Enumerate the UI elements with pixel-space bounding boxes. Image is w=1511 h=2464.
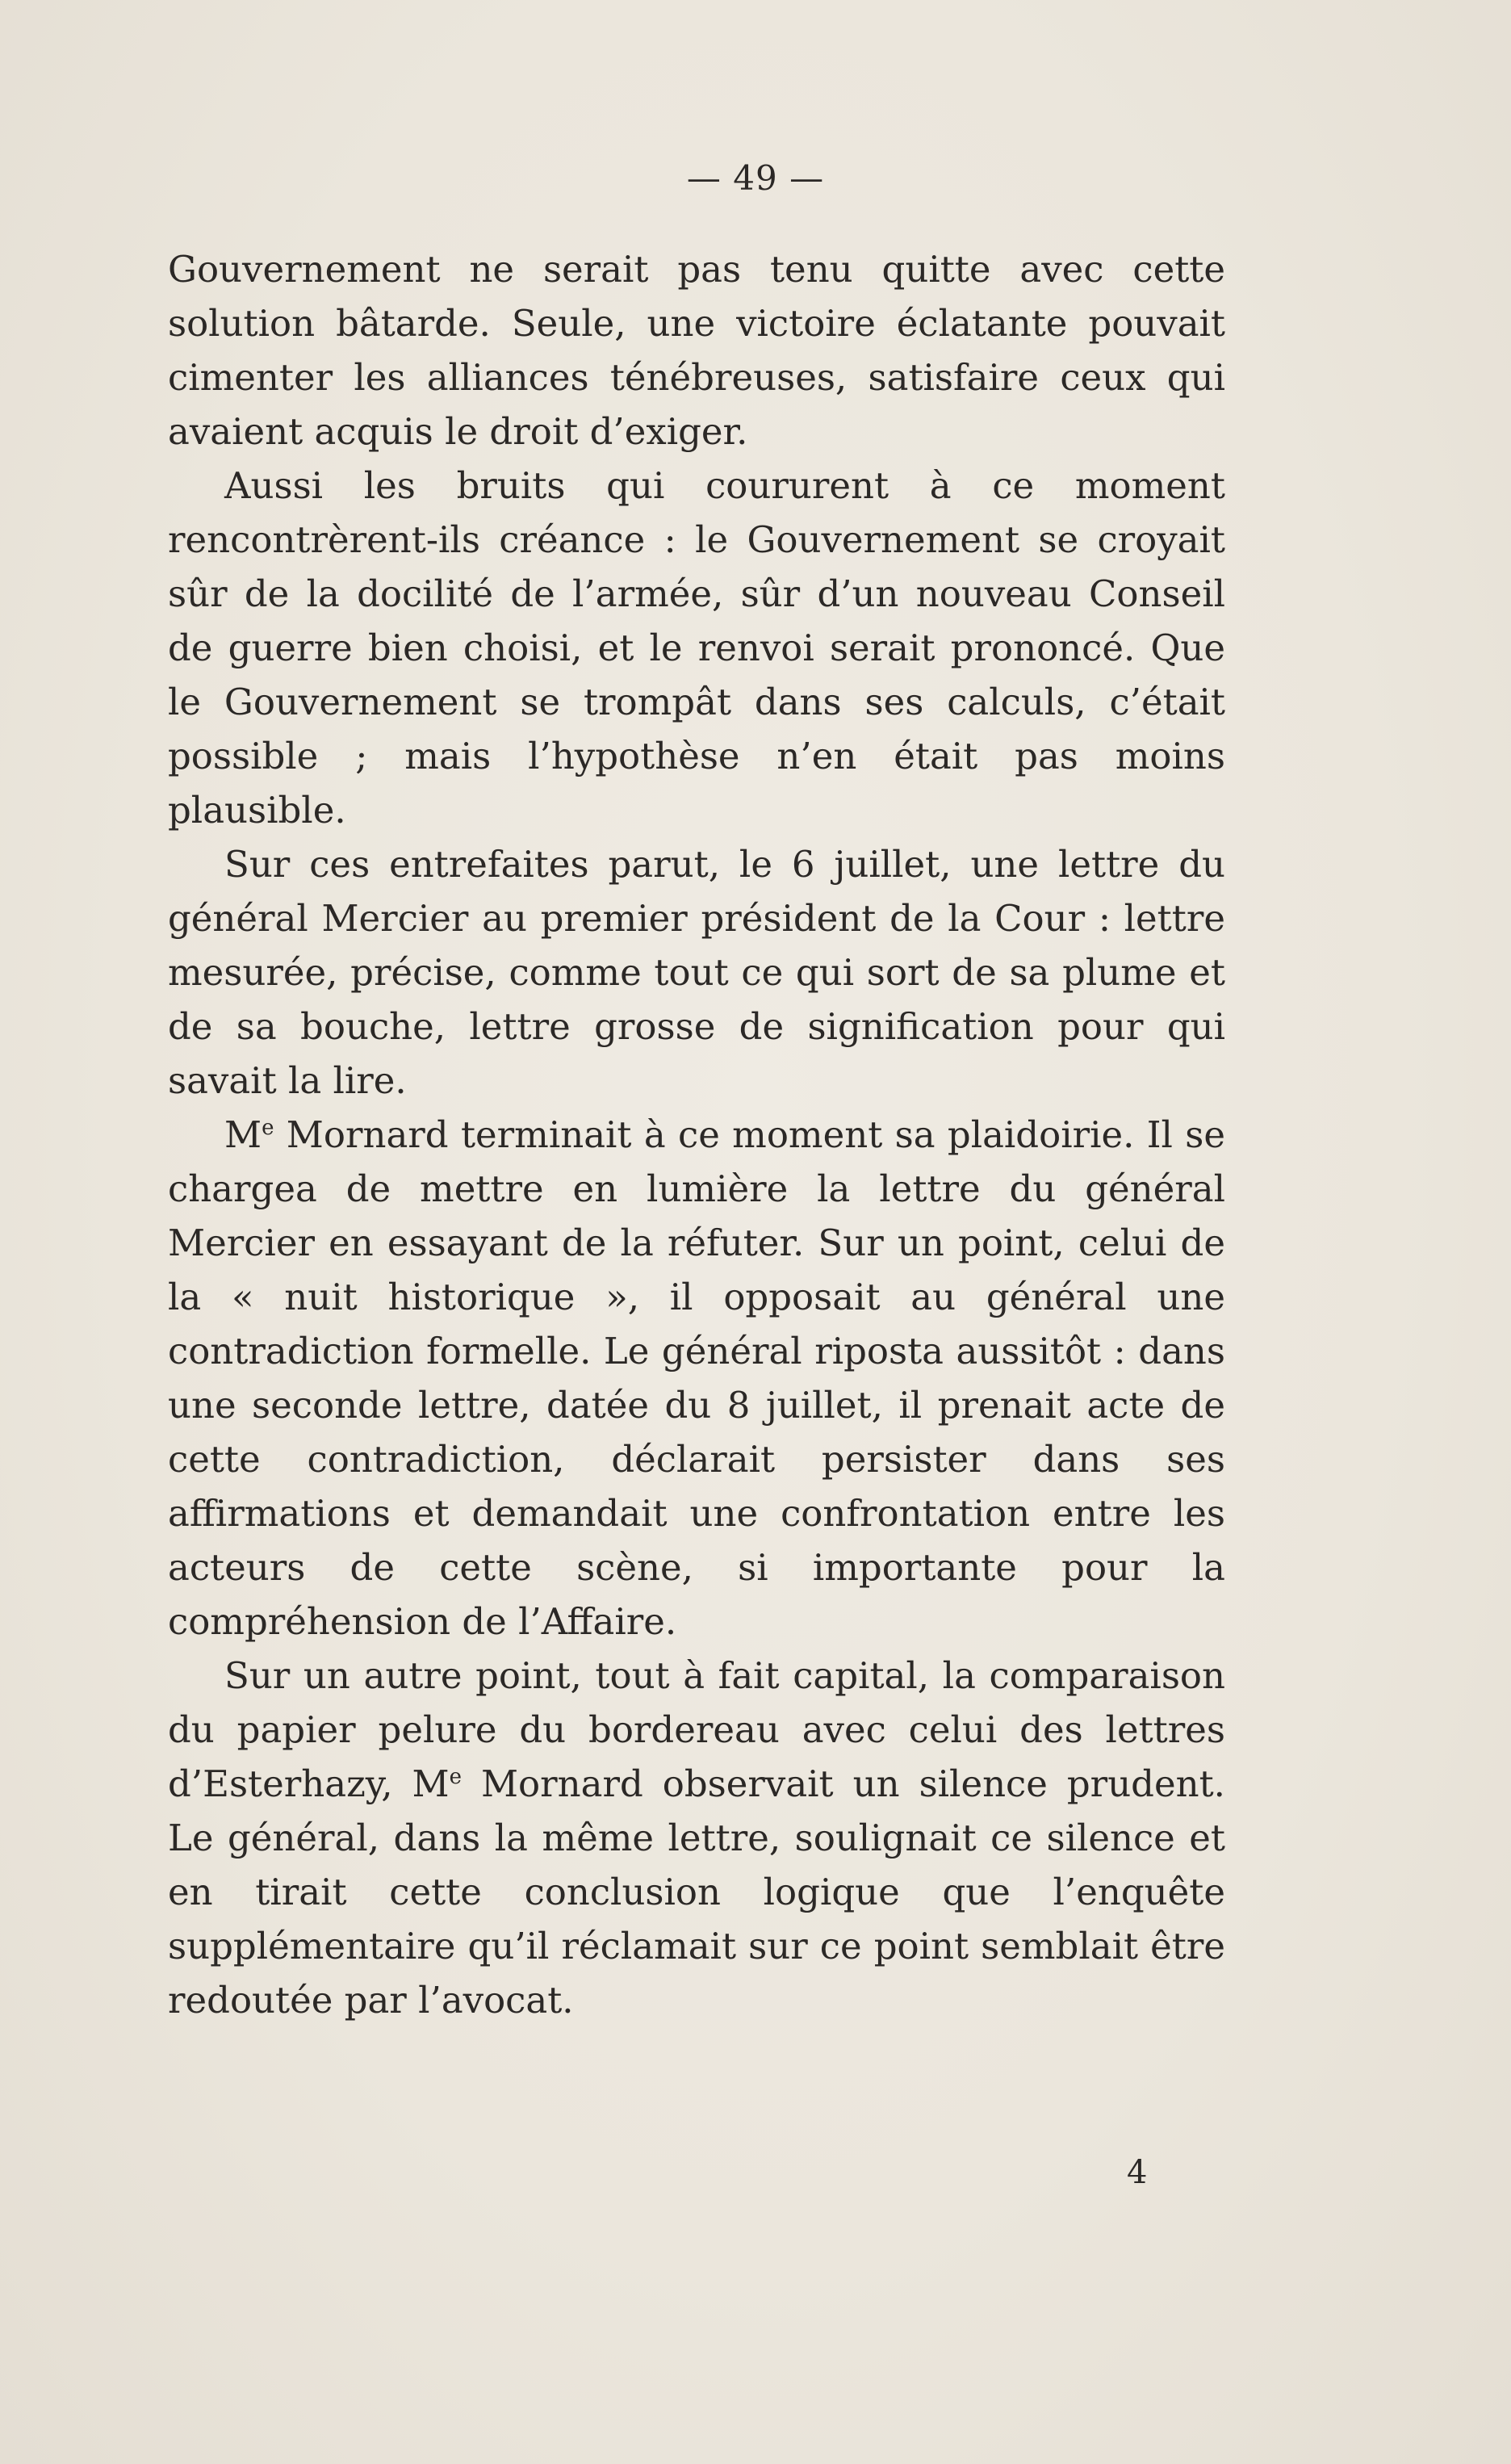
paragraph-text: Sur ces entrefaites parut, le 6 juillet, une lettre du général Mercier au premier président de la Cour : lettre mesurée, précise, comme tout ce qui sort de sa plume et de sa bouche, lettre grosse de signification pour qui savait la lire.: [168, 843, 1225, 1102]
paragraph-text: Gouvernement ne serait pas tenu quitte avec cette solution bâtarde. Seule, une victoire éclatante pouvait cimenter les alliances ténébreuses, satisfaire ceux qui avaient acquis le droit d’exiger.: [168, 248, 1225, 453]
paragraph-text: Sur un autre point, tout à fait capital, la comparaison du papier pelure du bordereau avec celui des lettres d’Esterhazy, M: [168, 1654, 1225, 1805]
paragraph-text: Aussi les bruits qui coururent à ce moment rencontrèrent-ils créance : le Gouvernement se croyait sûr de la docilité de l’armée, sûr d’un nouveau Conseil de guerre bien choisi, et le renvoi serait prononcé. Que le Gouvernement se trompât dans ses calculs, c’était possible ; mais l’hypothèse n’en était pas moins plausible.: [168, 464, 1225, 832]
paragraph-text: Mornard observait un silence prudent. Le général, dans la même lettre, soulignait ce silence et en tirait cette conclusion logique que l’enquête supplémentaire qu’il réclamait sur ce point semblait être redoutée par l’avocat.: [168, 1762, 1225, 2022]
signature-mark: 4: [1127, 2154, 1148, 2191]
paragraph-text: Mornard terminait à ce moment sa plaidoirie. Il se chargea de mettre en lumière la lettre du général Mercier en essayant de la réfuter. Sur un point, celui de la « nuit historique », il opposait au général une contradiction formelle. Le général riposta aussitôt : dans une seconde lettre, datée du 8 juillet, il prenait acte de cette contradiction, déclarait persister dans ses affirmations et demandait une confrontation entre les acteurs de cette scène, si importante pour la compréhension de l’Affaire.: [168, 1113, 1225, 1643]
paragraph: [168, 242, 1225, 459]
honorific-superscript: e: [262, 1116, 274, 1140]
paragraph: [168, 1649, 1225, 2027]
paragraph: [168, 1108, 1225, 1649]
honorific-superscript: e: [449, 1765, 462, 1789]
paragraph: [168, 837, 1225, 1108]
page-number: — 49 —: [686, 158, 825, 198]
body-text: [168, 242, 1225, 2027]
honorific-prefix: M: [224, 1113, 262, 1156]
paragraph: [168, 459, 1225, 837]
